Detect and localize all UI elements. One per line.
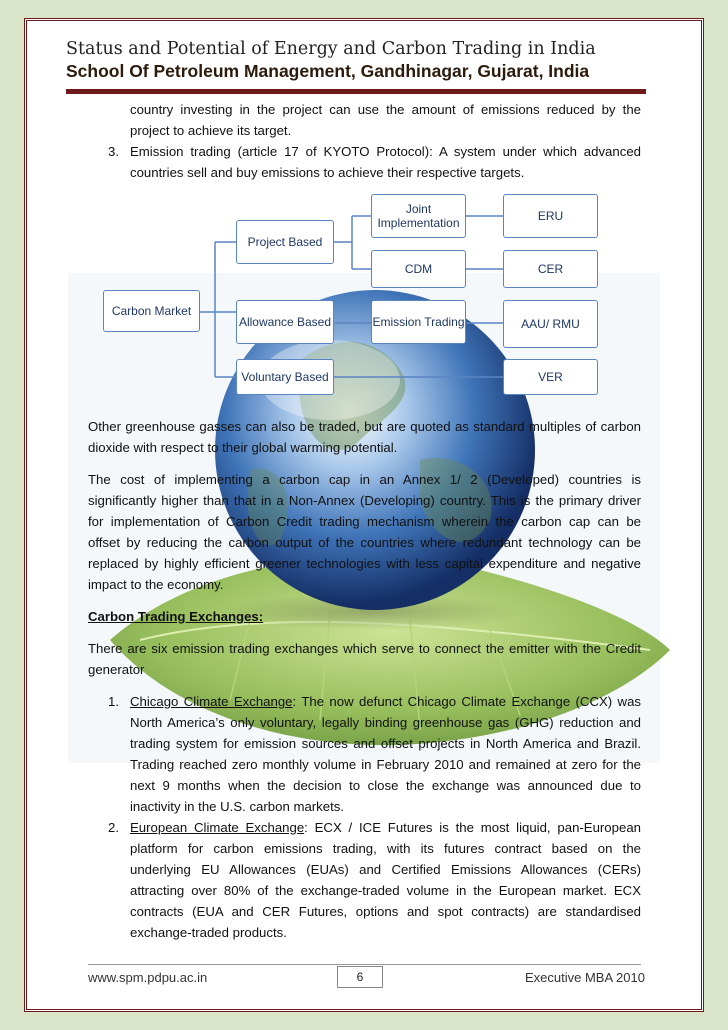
- para3-line-1: There are six emission trading exchanges which serve to connect the emitter with the Credit: [88, 641, 641, 656]
- chicago-climate-exchange-link[interactable]: Chicago Climate Exchange: [130, 694, 293, 709]
- footer-rule: [88, 964, 641, 965]
- para1-line-2: dioxide with respect to their global warming potential.: [88, 440, 398, 455]
- item2-line-6: exchange-traded products.: [130, 925, 287, 940]
- item2-line-4: attracting over 80% of the exchange-traded volume in the European market. ECX: [130, 883, 641, 898]
- para2-line-6: impact to the economy.: [88, 577, 224, 592]
- intro-line-1: country investing in the project can use the amount of emissions reduced by the: [130, 102, 641, 117]
- item1-line-6: inactivity in the U.S. carbon markets.: [130, 799, 345, 814]
- list-number: 1.: [108, 694, 119, 709]
- page-number: 6: [337, 966, 383, 988]
- para2-line-2: significantly higher than that in a Non-Annex (Developing) country. This is the primary driver: [88, 493, 641, 508]
- header-title: Status and Potential of Energy and Carbon Trading in India: [66, 39, 596, 59]
- european-climate-exchange-link[interactable]: European Climate Exchange: [130, 820, 305, 835]
- cer-node: CER: [503, 250, 598, 288]
- item2-line-2: platform for carbon emissions trading, with its futures contract based on the: [130, 841, 641, 856]
- para1-line-1: Other greenhouse gasses can also be traded, but are quoted as standard multiples of carbon: [88, 419, 641, 434]
- emission-trading-node: Emission Trading: [371, 300, 466, 344]
- footer-program: Executive MBA 2010: [525, 970, 645, 985]
- carbon-market-node: Carbon Market: [103, 290, 200, 332]
- item2-line-1: European Climate Exchange: ECX / ICE Futures is the most liquid, pan-European: [130, 820, 641, 835]
- header-subtitle: School Of Petroleum Management, Gandhinagar, Gujarat, India: [66, 61, 590, 81]
- list-number: 2.: [108, 820, 119, 835]
- aau-rmu-node: AAU/ RMU: [503, 300, 598, 348]
- para2-line-4: offset by reducing the carbon output of the countries where redundant technology can be: [88, 535, 641, 550]
- section-heading: Carbon Trading Exchanges:: [88, 609, 264, 624]
- item1-line-5: next 9 months when the decision to close the exchange was announced due to: [130, 778, 641, 793]
- intro-line-2: project to achieve its target.: [130, 123, 292, 138]
- allowance-based-node: Allowance Based: [236, 300, 334, 344]
- list-number: 3.: [108, 144, 119, 159]
- para2-line-1: The cost of implementing a carbon cap in an Annex 1/ 2 (Developed) countries is: [88, 472, 641, 487]
- footer-website: www.spm.pdpu.ac.in: [88, 970, 208, 985]
- joint-implementation-node: Joint Implementation: [371, 194, 466, 238]
- ver-node: VER: [503, 359, 598, 395]
- para3-line-2: generator: [88, 662, 145, 677]
- project-based-node: Project Based: [236, 220, 334, 264]
- voluntary-based-node: Voluntary Based: [236, 359, 334, 395]
- eru-node: ERU: [503, 194, 598, 238]
- item3-line-2: countries sell and buy emissions to achieve their respective targets.: [130, 165, 525, 180]
- item1-line-3: trading system for emission sources and offset projects in North America and Brazil.: [130, 736, 641, 751]
- item1-line-4: Trading reached zero monthly volume in February 2010 and remained at zero for the: [130, 757, 641, 772]
- item2-line-3: underlying EU Allowances (EUAs) and Certified Emissions Allowances (CERs): [130, 862, 641, 877]
- item3-line-1: Emission trading (article 17 of KYOTO Protocol): A system under which advanced: [130, 144, 641, 159]
- para2-line-5: replaced by highly efficient greener technologies with less capital expenditure and negative: [88, 556, 641, 571]
- para2-line-3: for implementation of Carbon Credit trading mechanism wherein the carbon cap can be: [88, 514, 641, 529]
- cdm-node: CDM: [371, 250, 466, 288]
- item1-line-2: North America’s only voluntary, legally binding greenhouse gas (GHG) reduction and: [130, 715, 641, 730]
- item2-line-5: contracts (EUA and CER Futures, options and spot contracts) are standardised: [130, 904, 641, 919]
- item1-line-1: Chicago Climate Exchange: The now defunct Chicago Climate Exchange (CCX) was: [130, 694, 641, 709]
